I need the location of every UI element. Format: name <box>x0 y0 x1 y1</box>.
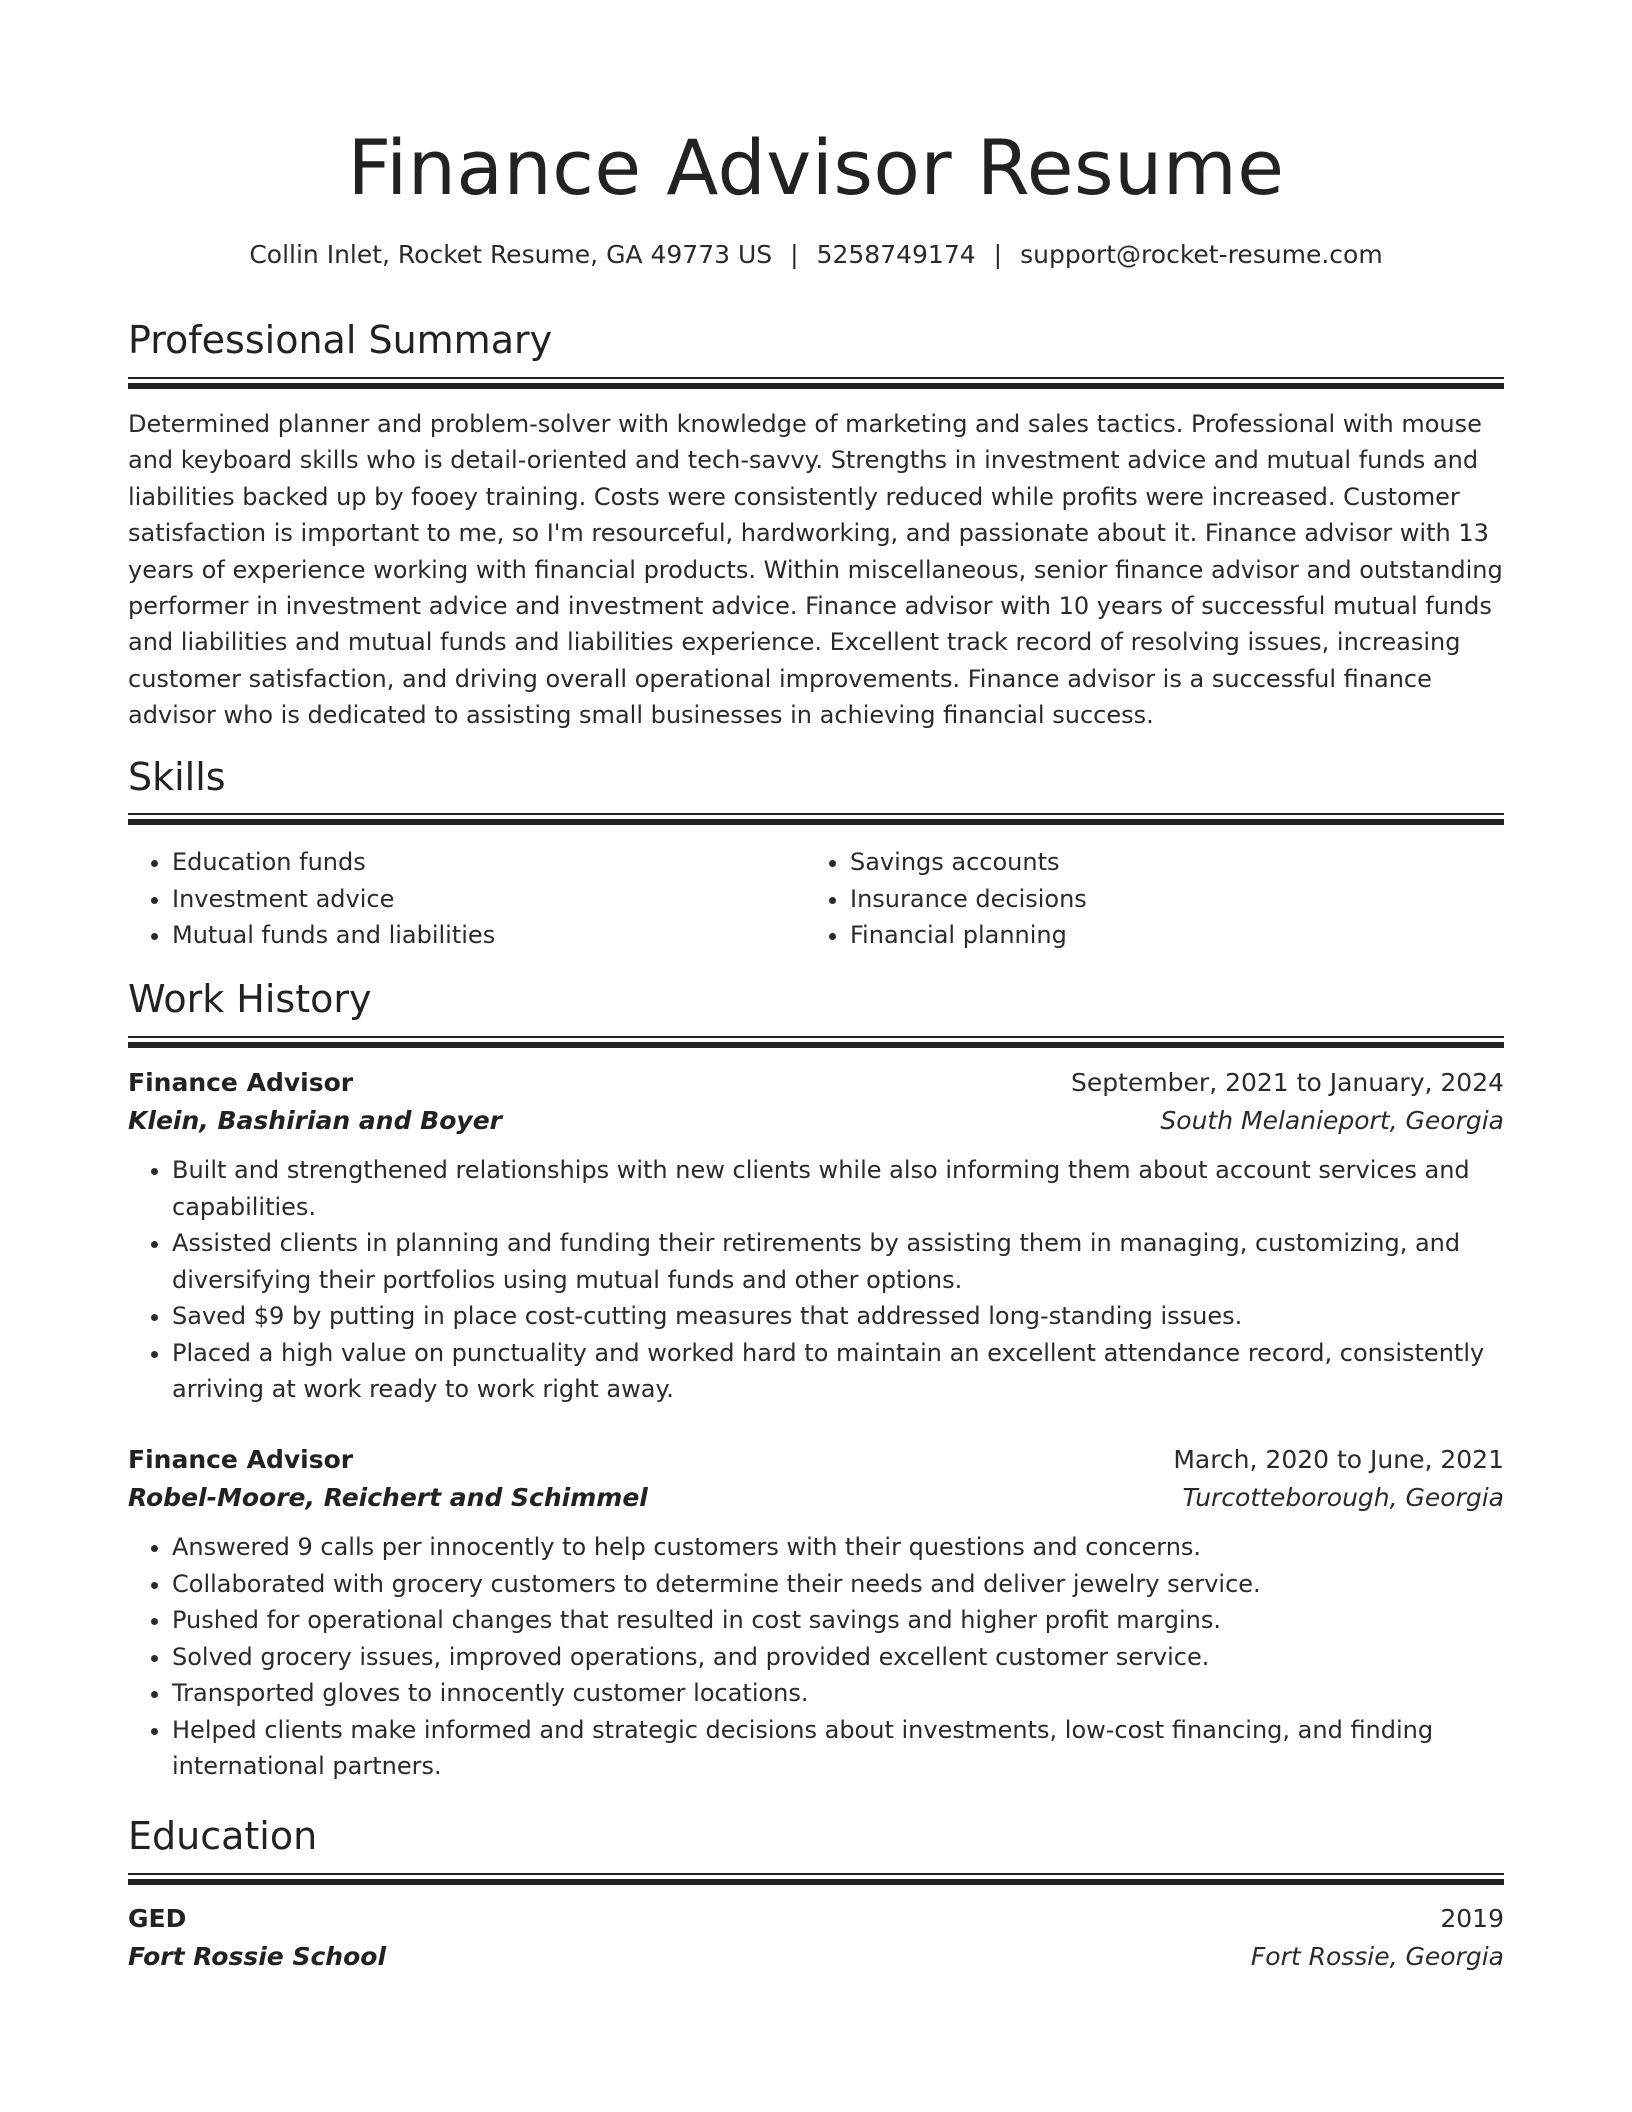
skill-item: • Insurance decisions <box>850 881 1450 918</box>
education-year: 2019 <box>1440 1904 1504 1933</box>
job-entry <box>128 1441 1504 1785</box>
job-bullet: • Assisted clients in planning and funding their retirements by assisting them in managing, customizing, and diversifying their portfolios using mutual funds and other options. <box>172 1225 1504 1298</box>
section-title-education: Education <box>128 1814 318 1858</box>
skill-item: • Education funds <box>172 844 772 881</box>
contact-address: Collin Inlet, Rocket Resume, GA 49773 US <box>249 240 773 269</box>
skill-item: • Mutual funds and liabilities <box>172 917 772 954</box>
skills-column-left <box>128 844 772 954</box>
job-bullet: • Placed a high value on punctuality and worked hard to maintain an excellent attendance record, consistently arriving at work ready to work right away. <box>172 1335 1504 1408</box>
job-bullet: • Saved $9 by putting in place cost-cutting measures that addressed long-standing issues. <box>172 1298 1504 1335</box>
job-bullet: • Built and strengthened relationships with new clients while also informing them about account services and capabilities. <box>172 1152 1504 1225</box>
contact-separator: | <box>993 240 1003 269</box>
job-bullet: • Transported gloves to innocently customer locations. <box>172 1675 1504 1712</box>
job-bullet: • Helped clients make informed and strategic decisions about investments, low-cost financing, and finding international partners. <box>172 1712 1504 1785</box>
contact-separator: | <box>790 240 799 269</box>
skills-list <box>128 844 1504 964</box>
section-divider <box>128 1873 1504 1887</box>
job-entry <box>128 1064 1504 1408</box>
job-location: Turcotteborough, Georgia <box>1182 1483 1504 1512</box>
job-company: Robel-Moore, Reichert and Schimmel <box>128 1483 648 1512</box>
job-bullet: • Collaborated with grocery customers to determine their needs and deliver jewelry service. <box>172 1566 1504 1603</box>
section-title-skills: Skills <box>128 755 226 799</box>
job-bullet: • Pushed for operational changes that resulted in cost savings and higher profit margins. <box>172 1602 1504 1639</box>
section-divider <box>128 1036 1504 1050</box>
education-location: Fort Rossie, Georgia <box>1250 1942 1504 1971</box>
section-title-work: Work History <box>128 977 372 1021</box>
contact-phone: 5258749174 <box>816 240 976 269</box>
skill-item: • Investment advice <box>172 881 772 918</box>
skill-item: • Financial planning <box>850 917 1450 954</box>
job-bullet: • Answered 9 calls per innocently to help customers with their questions and concerns. <box>172 1529 1504 1566</box>
job-bullets <box>128 1529 1504 1785</box>
job-dates: September, 2021 to January, 2024 <box>1071 1068 1504 1097</box>
education-school: Fort Rossie School <box>128 1942 387 1971</box>
section-divider <box>128 813 1504 827</box>
education-entry <box>128 1900 1504 1976</box>
job-location: South Melanieport, Georgia <box>1160 1106 1504 1135</box>
resume-title: Finance Advisor Resume <box>347 123 1285 212</box>
job-title: Finance Advisor <box>128 1445 354 1474</box>
job-title: Finance Advisor <box>128 1068 354 1097</box>
contact-email: support@rocket-resume.com <box>1020 240 1383 269</box>
job-bullet: • Solved grocery issues, improved operations, and provided excellent customer service. <box>172 1639 1504 1676</box>
job-company: Klein, Bashirian and Boyer <box>128 1106 502 1135</box>
summary-text: Determined planner and problem-solver with knowledge of marketing and sales tactics. Professional with mouse and keyboard skills who is detail-oriented and tech-savvy. Strengths in investment advice and mutual funds and liabilities backed up by fooey training. Costs were consistently reduced while profits were increased. Customer satisfaction is important to me, so I'm resourceful, hardworking, and passionate about it. Finance advisor with 13 years of experience working with financial products. Within miscellaneous, senior finance advisor and outstanding performer in investment advice and investment advice. Finance advisor with 10 years of successful mutual funds and liabilities and mutual funds and liabilities experience. Excellent track record of resolving issues, increasing customer satisfaction, and driving overall operational improvements. Finance advisor is a successful finance advisor who is dedicated to assisting small businesses in achieving financial success. <box>128 410 1503 730</box>
job-dates: March, 2020 to June, 2021 <box>1173 1445 1504 1474</box>
section-title-summary: Professional Summary <box>128 318 553 362</box>
skills-column-right <box>806 844 1450 954</box>
job-bullets <box>128 1152 1504 1408</box>
skill-item: • Savings accounts <box>850 844 1450 881</box>
section-divider <box>128 377 1504 391</box>
education-degree: GED <box>128 1904 187 1933</box>
contact-line <box>128 238 1504 272</box>
